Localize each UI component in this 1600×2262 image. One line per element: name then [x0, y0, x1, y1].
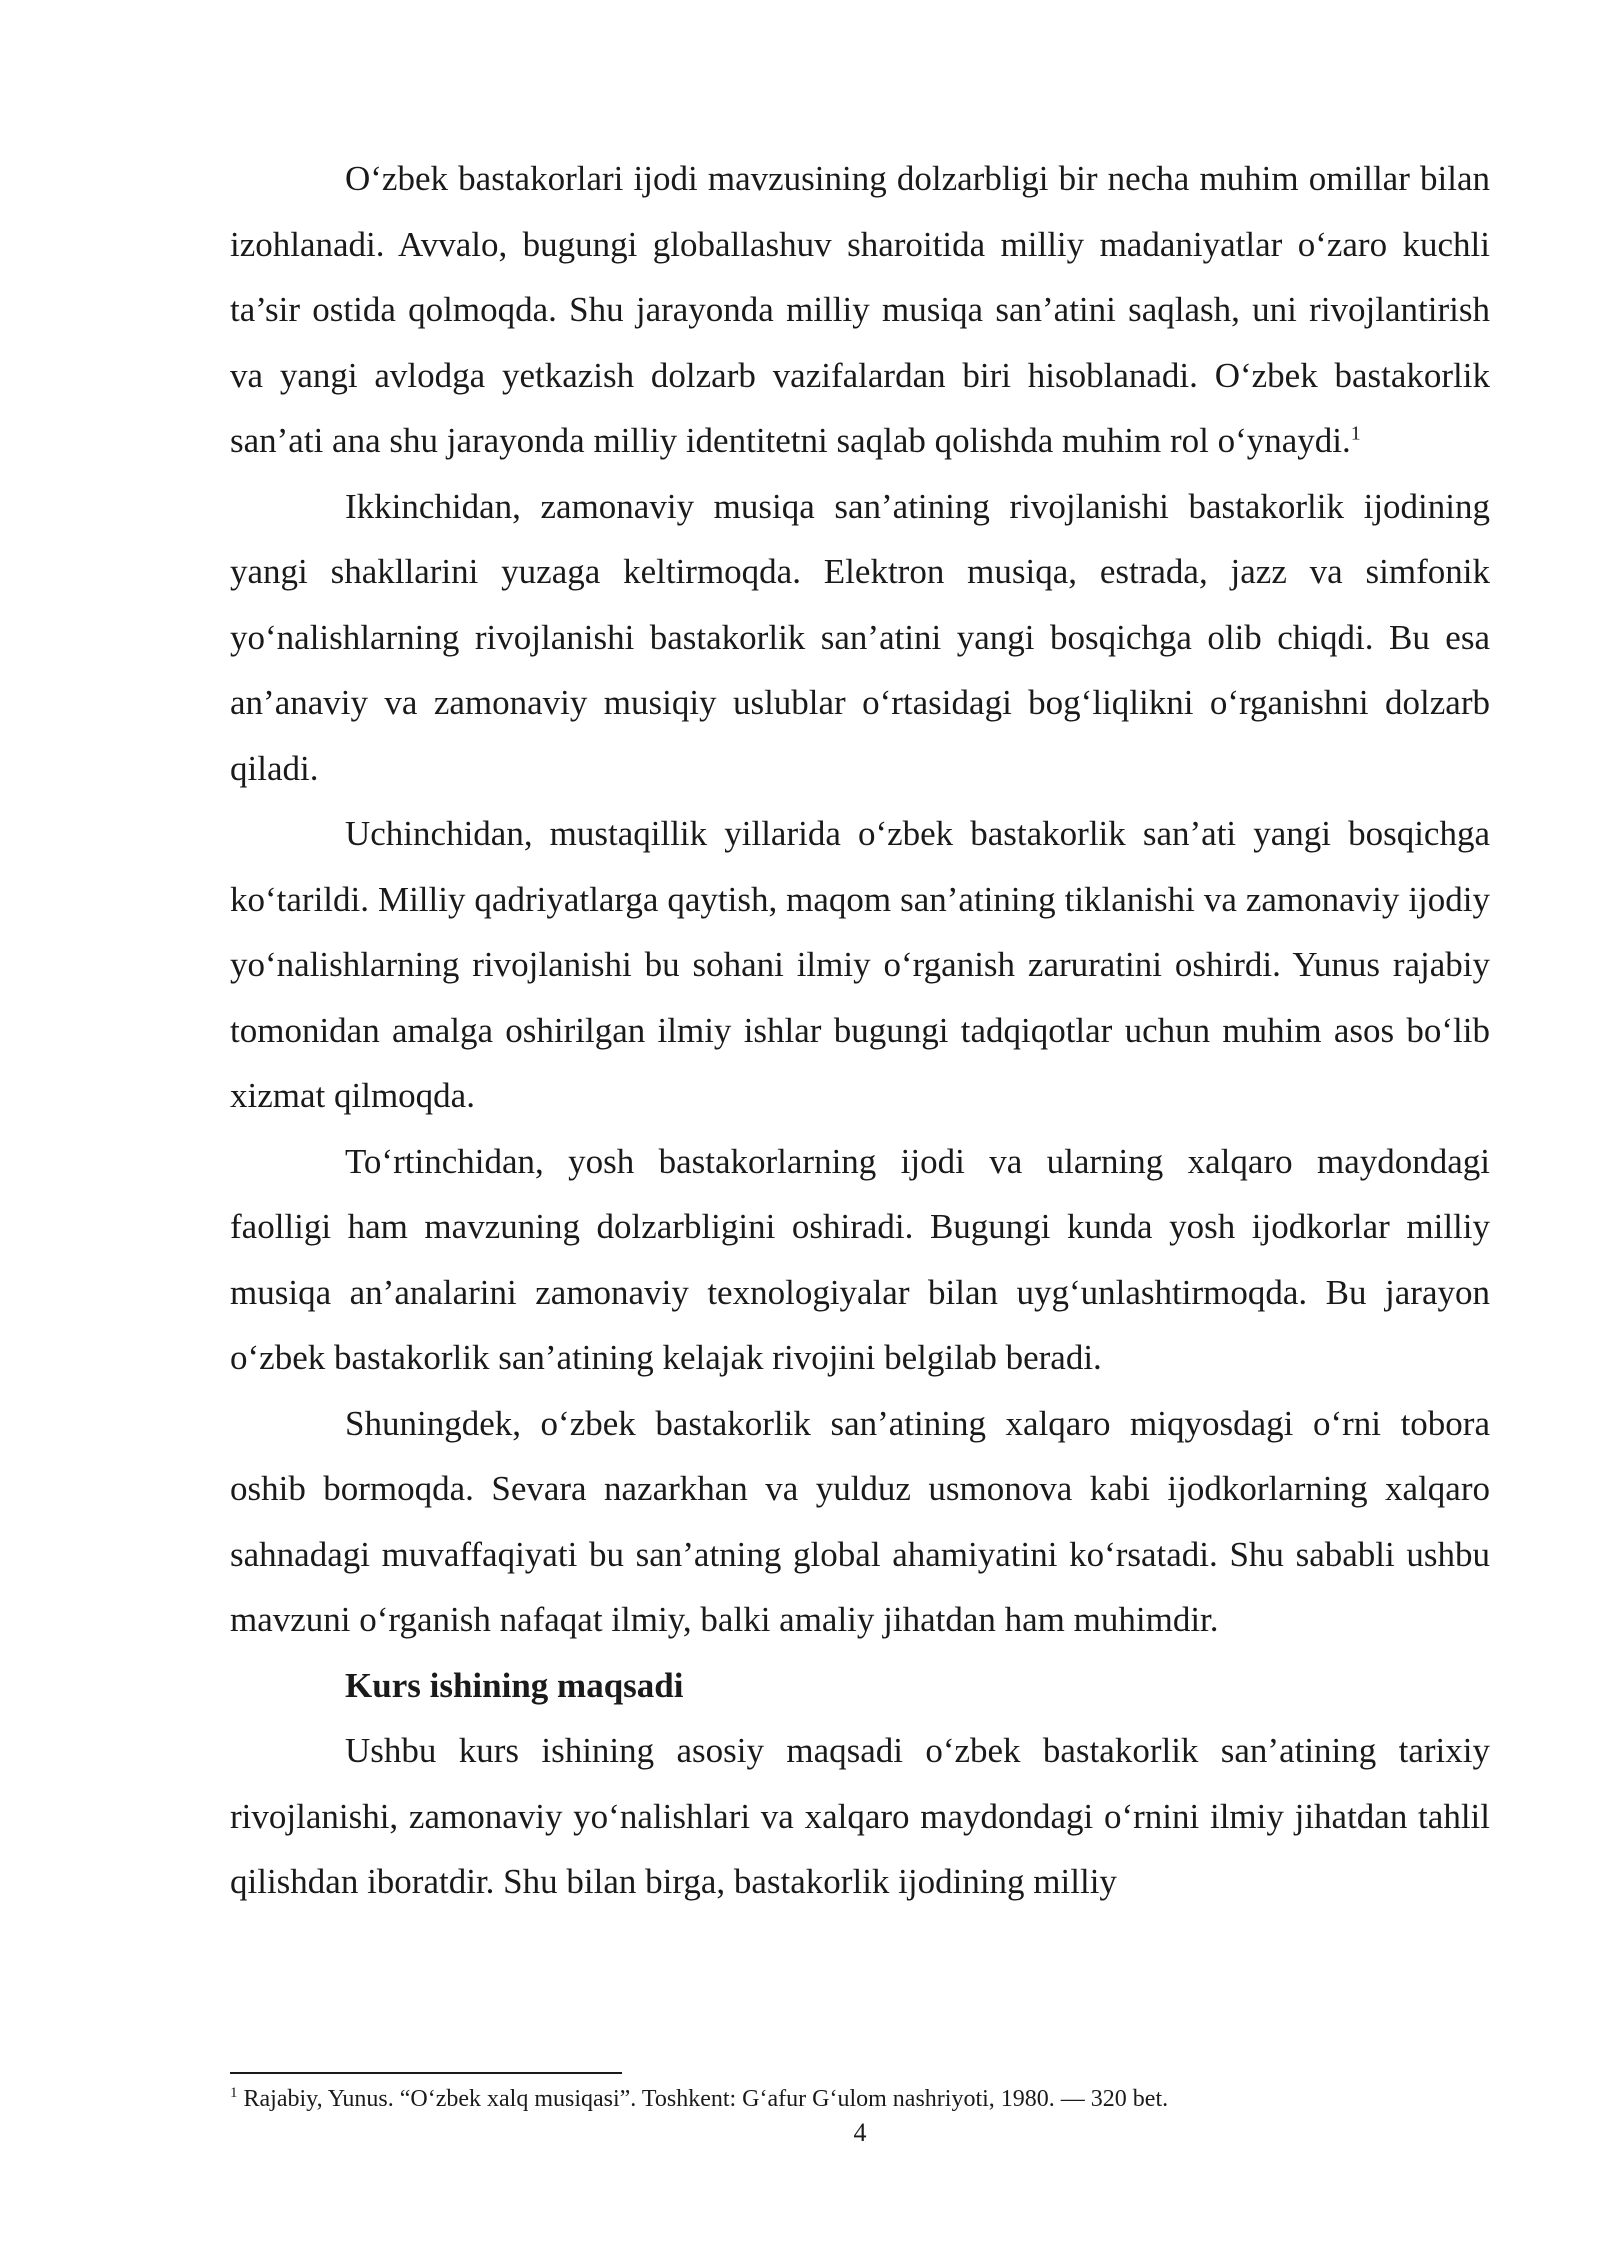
footnote-reference[interactable]: 1 [1350, 422, 1361, 445]
paragraph-relevance-intro [230, 146, 1490, 474]
paragraph-international-role: Shuningdek, o‘zbek bastakorlik san’atining xalqaro miqyosdagi o‘rni tobora oshib bormoqda. Sevara nazarkhan va yulduz usmonova kabi ijodkorlarning xalqaro sahnadagi muvaffaqiyati bu san’atning global ahamiyatini ko‘rsatadi. Shu sababli ushbu mavzuni o‘rganish nafaqat ilmiy, balki amaliy jihatdan ham muhimdir. [230, 1403, 1490, 1639]
footnote-separator [230, 2072, 622, 2074]
paragraph-second-point: Ikkinchidan, zamonaviy musiqa san’atining rivojlanishi bastakorlik ijodining yangi shakllarini yuzaga keltirmoqda. Elektron musiqa, estrada, jazz va simfonik yo‘nalishlarning rivojlanishi bastakorlik san’atini yangi bosqichga olib chiqdi. Bu esa an’anaviy va zamonaviy musiqiy uslublar o‘rtasidagi bog‘liqlikni o‘rganishni dolzarb qiladi. [230, 486, 1490, 788]
footnote-number: 1 [230, 2085, 238, 2101]
section-heading: Kurs ishining maqsadi [345, 1665, 684, 1705]
main-text [230, 146, 1490, 1915]
page-number: 4 [853, 2118, 867, 2147]
paragraph-text: O‘zbek bastakorlari ijodi mavzusining dolzarbligi bir necha muhim omillar bilan izohlanadi. Avvalo, bugungi globallashuv sharoitida milliy madaniyatlar o‘zaro kuchli ta’sir ostida qolmoqda. Shu jarayonda milliy musiqa san’atini saqlash, uni rivojlantirish va yangi avlodga yetkazish dolzarb vazifalardan biri hisoblanadi. O‘zbek bastakorlik san’ati ana shu jarayonda milliy identitetni saqlab qolishda muhim rol o‘ynaydi. [230, 159, 1490, 460]
paragraph-fourth-point: To‘rtinchidan, yosh bastakorlarning ijodi va ularning xalqaro maydondagi faolligi ham mavzuning dolzarbligini oshiradi. Bugungi kunda yosh ijodkorlar milliy musiqa an’analarini zamonaviy texnologiyalar bilan uyg‘unlashtirmoqda. Bu jarayon o‘zbek bastakorlik san’atining kelajak rivojini belgilab beradi. [230, 1141, 1490, 1377]
footnote-text: Rajabiy, Yunus. “O‘zbek xalq musiqasi”. Toshkent: G‘afur G‘ulom nashriyoti, 1980. — 320 bet. [243, 2086, 1169, 2112]
paragraph-course-goal: Ushbu kurs ishining asosiy maqsadi o‘zbek bastakorlik san’atining tarixiy rivojlanishi, zamonaviy yo‘nalishlari va xalqaro maydondagi o‘rnini ilmiy jihatdan tahlil qilishdan iboratdir. Shu bilan birga, bastakorlik ijodining milliy [230, 1731, 1490, 1901]
footnote [230, 2084, 1490, 2114]
paragraph-third-point: Uchinchidan, mustaqillik yillarida o‘zbek bastakorlik san’ati yangi bosqichga ko‘tarildi. Milliy qadriyatlarga qaytish, maqom san’atining tiklanishi va zamonaviy ijodiy yo‘nalishlarning rivojlanishi bu sohani ilmiy o‘rganish zaruratini oshirdi. Yunus rajabiy tomonidan amalga oshirilgan ilmiy ishlar bugungi tadqiqotlar uchun muhim asos bo‘lib xizmat qilmoqda. [230, 814, 1490, 1115]
